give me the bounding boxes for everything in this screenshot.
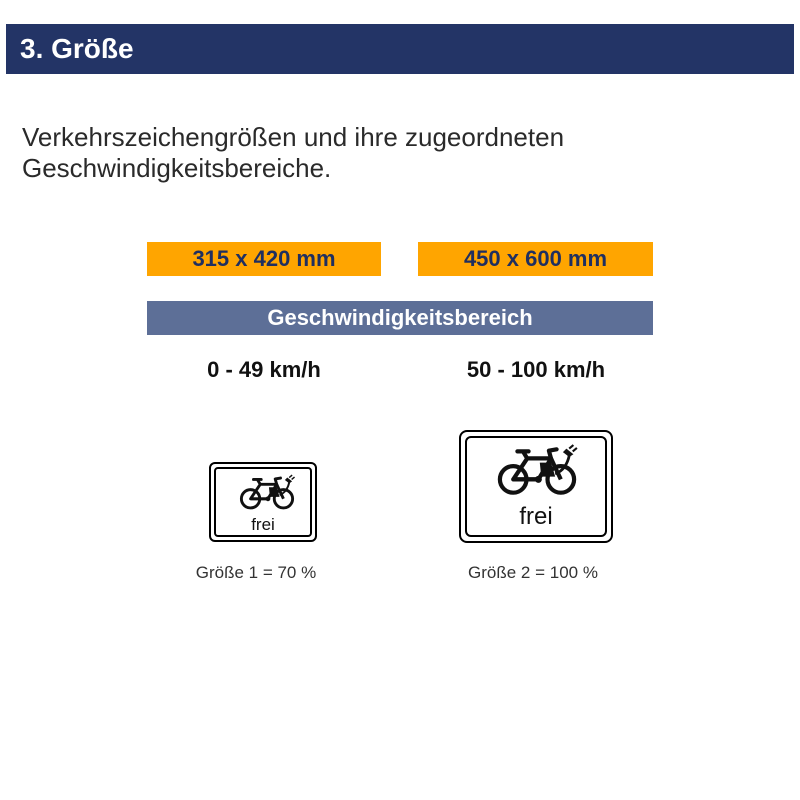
section-header <box>6 24 794 74</box>
size-label-large: 450 x 600 mm <box>418 242 653 276</box>
sign-caption-large: Größe 2 = 100 % <box>468 563 598 582</box>
intro-line-2: Geschwindigkeitsbereiche. <box>22 153 332 183</box>
section-title: 3. Größe <box>20 33 134 64</box>
speed-range-header: Geschwindigkeitsbereich <box>147 301 653 335</box>
traffic-sign-large <box>459 430 613 543</box>
traffic-sign-small <box>209 462 317 542</box>
speed-range-high: 50 - 100 km/h <box>466 357 606 382</box>
sign-text: frei <box>519 503 553 530</box>
speed-range-low: 0 - 49 km/h <box>207 357 321 382</box>
e-bike-icon <box>495 442 579 500</box>
intro-line-1: Verkehrszeichengrößen und ihre zugeordneten <box>22 122 565 152</box>
sign-caption-small: Größe 1 = 70 % <box>195 563 317 582</box>
intro-text <box>22 122 722 184</box>
e-bike-icon <box>238 473 296 513</box>
sign-text: frei <box>251 515 275 534</box>
size-label-small: 315 x 420 mm <box>147 242 381 276</box>
